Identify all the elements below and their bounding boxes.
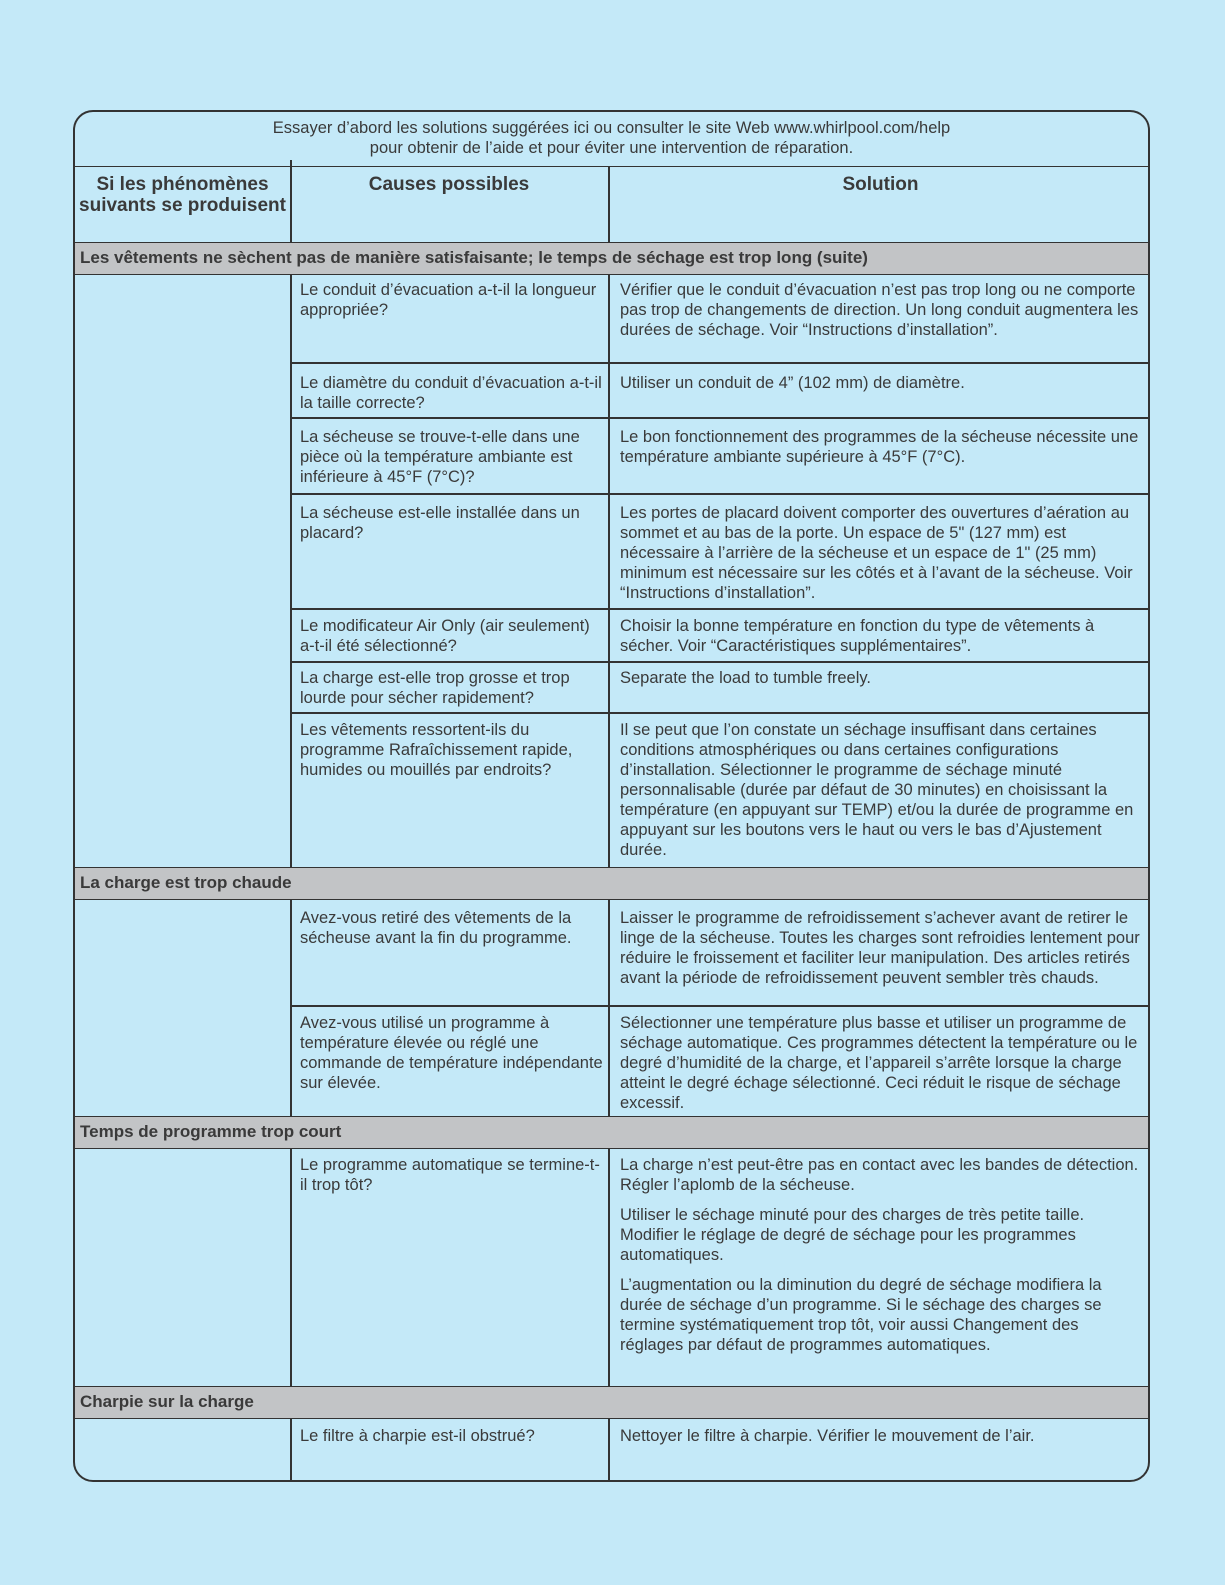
cause-cell: Le programme automatique se termine-t-il trop tôt?: [300, 1156, 600, 1194]
cause-cell: Le diamètre du conduit d’évacuation a-t-il la taille correcte?: [300, 374, 602, 412]
section-title: La charge est trop chaude: [75, 867, 1148, 900]
solution-cell: Vérifier que le conduit d’évacuation n’est pas trop long ou ne comporte pas trop de changements de direction. Un long conduit augmentera les durées de séchage. Voir “Instructions d’installation”.: [620, 281, 1139, 339]
row-divider: [290, 608, 1148, 610]
header-solution: Solution: [842, 174, 919, 195]
cause-cell: La charge est-elle trop grosse et trop lourde pour sécher rapidement?: [300, 669, 570, 707]
section-title: Les vêtements ne sèchent pas de manière satisfaisante; le temps de séchage est trop long (suite): [75, 242, 1148, 275]
cause-cell: Le modificateur Air Only (air seulement) a-t-il été sélectionné?: [300, 617, 590, 655]
cause-cell: Avez-vous retiré des vêtements de la sécheuse avant la fin du programme.: [300, 909, 572, 947]
intro-line-1: Essayer d’abord les solutions suggérées ici ou consulter le site Web www.whirlpool.com/help: [272, 119, 951, 137]
solution-paragraph: Utiliser le séchage minuté pour des charges de très petite taille. Modifier le réglage de degré de séchage pour les programmes automatiques.: [620, 1206, 1085, 1264]
solution-cell: [620, 1155, 1140, 1365]
section-title: Temps de programme trop court: [75, 1116, 1148, 1149]
cause-cell: Le conduit d’évacuation a-t-il la longueur appropriée?: [300, 281, 597, 319]
row-divider: [290, 417, 1148, 419]
header-causes: Causes possibles: [368, 174, 530, 195]
intro-text: [75, 112, 1148, 167]
solution-cell: Il se peut que l’on constate un séchage insuffisant dans certaines conditions atmosphériques ou dans certaines configurations d’installation. Sélectionner le programme de séchage minuté personnalisable (durée par défaut de 30 minutes) en choisissant la température (en appuyant sur TEMP) et/ou la durée de programme en appuyant sur les boutons vers le haut ou vers le bas d’Ajustement durée.: [620, 721, 1134, 859]
intro-line-2: pour obtenir de l’aide et pour éviter une intervention de réparation.: [369, 138, 854, 157]
solution-cell: Utiliser un conduit de 4” (102 mm) de diamètre.: [620, 374, 965, 392]
column-divider-2: [608, 167, 610, 1482]
troubleshooting-table: [73, 110, 1150, 1482]
header-symptoms: Si les phénomènes suivants se produisent: [79, 174, 286, 216]
solution-cell: Choisir la bonne température en fonction du type de vêtements à sécher. Voir “Caractéristiques supplémentaires”.: [620, 617, 1095, 655]
solution-cell: Sélectionner une température plus basse et utiliser un programme de séchage automatique. Ces programmes détectent la température ou le degré d’humidité de la charge, et l’appareil s’arrête lorsque la charge atteint le degré échage sélectionné. Ceci réduit le risque de séchage excessif.: [620, 1014, 1138, 1112]
solution-cell: Les portes de placard doivent comporter des ouvertures d’aération au sommet et au bas de la porte. Un espace de 5" (127 mm) est nécessaire à l’arrière de la sécheuse et un espace de 1" (25 mm) minimum est nécessaire sur les côtés et à l’avant de la sécheuse. Voir “Instructions d’installation”.: [620, 504, 1133, 602]
cause-cell: Les vêtements ressortent-ils du programme Rafraîchissement rapide, humides ou mouillés par endroits?: [300, 721, 573, 779]
solution-cell: Laisser le programme de refroidissement s’achever avant de retirer le linge de la sécheuse. Toutes les charges sont refroidies lentement pour réduire le froissement et faciliter leur manipulation. Des articles retirés avant la période de refroidissement peuvent sembler très chauds.: [620, 909, 1140, 987]
cause-cell: Avez-vous utilisé un programme à température élevée ou réglé une commande de température indépendante sur élevée.: [300, 1014, 603, 1092]
solution-cell: Separate the load to tumble freely.: [620, 669, 872, 687]
solution-cell: Nettoyer le filtre à charpie. Vérifier le mouvement de l’air.: [620, 1427, 1035, 1445]
solution-paragraph: La charge n’est peut-être pas en contact avec les bandes de détection. Régler l’aplomb de la sécheuse.: [620, 1156, 1139, 1194]
column-divider-1: [290, 160, 292, 1482]
section-title: Charpie sur la charge: [75, 1386, 1148, 1419]
cause-cell: Le filtre à charpie est-il obstrué?: [300, 1427, 535, 1445]
solution-paragraph: L’augmentation ou la diminution du degré de séchage modifiera la durée de séchage d’un programme. Si le séchage des charges se termine systématiquement trop tôt, voir aussi Changement des réglages par défaut de programmes automatiques.: [620, 1276, 1102, 1354]
cause-cell: La sécheuse se trouve-t-elle dans une pièce où la température ambiante est inférieure à 45°F (7°C)?: [300, 428, 580, 486]
solution-cell: Le bon fonctionnement des programmes de la sécheuse nécessite une température ambiante supérieure à 45°F (7°C).: [620, 428, 1139, 466]
cause-cell: La sécheuse est-elle installée dans un placard?: [300, 504, 580, 542]
row-divider: [290, 661, 1148, 663]
row-divider: [290, 493, 1148, 495]
row-divider: [290, 712, 1148, 714]
row-divider: [290, 362, 1148, 364]
row-divider: [290, 1005, 1148, 1007]
